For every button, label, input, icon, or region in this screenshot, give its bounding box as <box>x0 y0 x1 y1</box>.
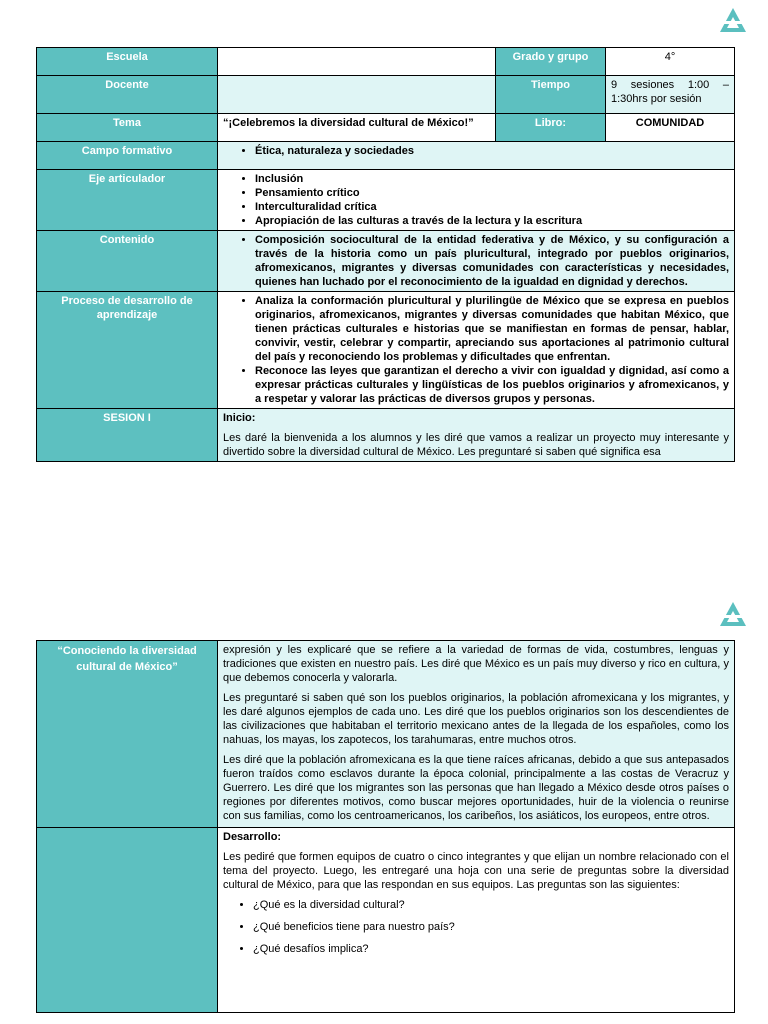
proceso-item: • Analiza la conformación pluricultural y plurilingüe de México que se expresa en pueblos originarios, afromexicanos, migrantes y diversas comunidades que habitan México, que tienen prácticas culturales e historias que se manifiestan en formas de pensar, hablar, convivir, vestir, celebrar y compartir, apreciando sus aportaciones al patrimonio cultural del país y reconociendo los problemas y dificultades que enfrentan. <box>255 294 729 364</box>
proceso-value <box>218 292 735 409</box>
campo-value <box>218 142 735 170</box>
sesion-label: SESION I <box>37 409 218 462</box>
libro-label: Libro: <box>496 114 606 142</box>
eje-item: • Pensamiento crítico <box>255 186 729 200</box>
desarrollo-cell <box>218 828 735 1013</box>
tiempo-value: 9 sesiones 1:00 – 1:30hrs por sesión <box>606 76 735 114</box>
eje-item: • Inclusión <box>255 172 729 186</box>
eje-label: Eje articulador <box>37 170 218 231</box>
triangle-logo-icon <box>718 6 748 36</box>
tema-value: “¡Celebremos la diversidad cultural de México!” <box>218 114 496 142</box>
contenido-label: Contenido <box>37 231 218 292</box>
contenido-item: • Composición sociocultural de la entidad federativa y de México, y su configuración a través de la historia como un país pluricultural, integrado por pueblos originarios, afromexicanos, migrantes y diversas comunidades con características y necesidades, quienes han luchado por el reconocimiento de la igualdad en dignidad y derechos. <box>255 233 729 289</box>
inicio-continuation <box>218 641 735 828</box>
tema-label: Tema <box>37 114 218 142</box>
paragraph: expresión y les explicaré que se refiere a la variedad de formas de vida, costumbres, lenguas y tradiciones que existen en nuestro país. Les diré que México es un país muy diverso y rico en cultura, y que debemos conocerla y valorarla. <box>223 644 729 684</box>
docente-value <box>218 76 496 114</box>
inicio-heading: Inicio: <box>223 412 256 424</box>
paragraph: Les diré que la población afromexicana es la que tiene raíces africanas, debido a que sus antepasados fueron traídos como esclavos durante la época colonial, principalmente a las costas de Veracruz y Guerrero. Les diré que los migrantes son las personas que han llegado a México desde otros países o regiones por diferentes motivos, como buscar mejores oportunidades, huir de la violencia o reunirse con sus familias, como los centroamericanos, los caribeños, los asiáticos, los europeos, entre otros. <box>223 754 729 822</box>
planning-header-table <box>36 47 735 462</box>
proceso-item: • Reconoce las leyes que garantizan el derecho a vivir con igualdad y dignidad, así como a expresar prácticas culturales y lingüísticas de los pueblos originarios y afromexicanos, y a respetar y valorar las prácticas de diversos grupos y personas. <box>255 364 729 406</box>
contenido-value <box>218 231 735 292</box>
side-cell <box>37 828 218 1013</box>
grado-label: Grado y grupo <box>496 48 606 76</box>
question-item: • ¿Qué beneficios tiene para nuestro país? <box>253 920 729 934</box>
campo-label: Campo formativo <box>37 142 218 170</box>
triangle-logo-icon <box>718 600 748 630</box>
session-title-label: “Conociendo la diversidad cultural de México” <box>37 641 218 828</box>
sesion-content <box>218 409 735 462</box>
proceso-label: Proceso de desarrollo de aprendizaje <box>37 292 218 409</box>
desarrollo-heading: Desarrollo: <box>223 831 282 843</box>
paragraph: Les preguntaré si saben qué son los pueblos originarios, la población afromexicana y los migrantes, y les daré algunos ejemplos de cada uno. Les diré que los pueblos originarios son los descendientes de las civilizaciones que habitaban el territorio mexicano antes de la llegada de los españoles, como los nahuas, los mayas, los zapotecos, los tarahumaras, entre muchos otros. <box>223 692 729 746</box>
grado-value: 4° <box>606 48 735 76</box>
desarrollo-text: Les pediré que formen equipos de cuatro o cinco integrantes y que elijan un nombre relacionado con el tema del proyecto. Luego, les entregaré una hoja con una serie de preguntas sobre la diversidad cultural de México, para que las respondan en sus equipos. Las preguntas son las siguientes: <box>223 851 729 891</box>
inicio-text: Les daré la bienvenida a los alumnos y les diré que vamos a realizar un proyecto muy interesante y divertido sobre la diversidad cultural de México. Les preguntaré si saben qué significa esa <box>223 432 729 458</box>
escuela-label: Escuela <box>37 48 218 76</box>
eje-value <box>218 170 735 231</box>
eje-item: • Apropiación de las culturas a través de la lectura y la escritura <box>255 214 729 228</box>
libro-value: COMUNIDAD <box>606 114 735 142</box>
question-item: • ¿Qué es la diversidad cultural? <box>253 898 729 912</box>
eje-item: • Interculturalidad crítica <box>255 200 729 214</box>
docente-label: Docente <box>37 76 218 114</box>
question-item: • ¿Qué desafíos implica? <box>253 942 729 956</box>
session-table <box>36 640 735 1013</box>
escuela-value <box>218 48 496 76</box>
campo-item: • Ética, naturaleza y sociedades <box>255 144 729 158</box>
tiempo-label: Tiempo <box>496 76 606 114</box>
